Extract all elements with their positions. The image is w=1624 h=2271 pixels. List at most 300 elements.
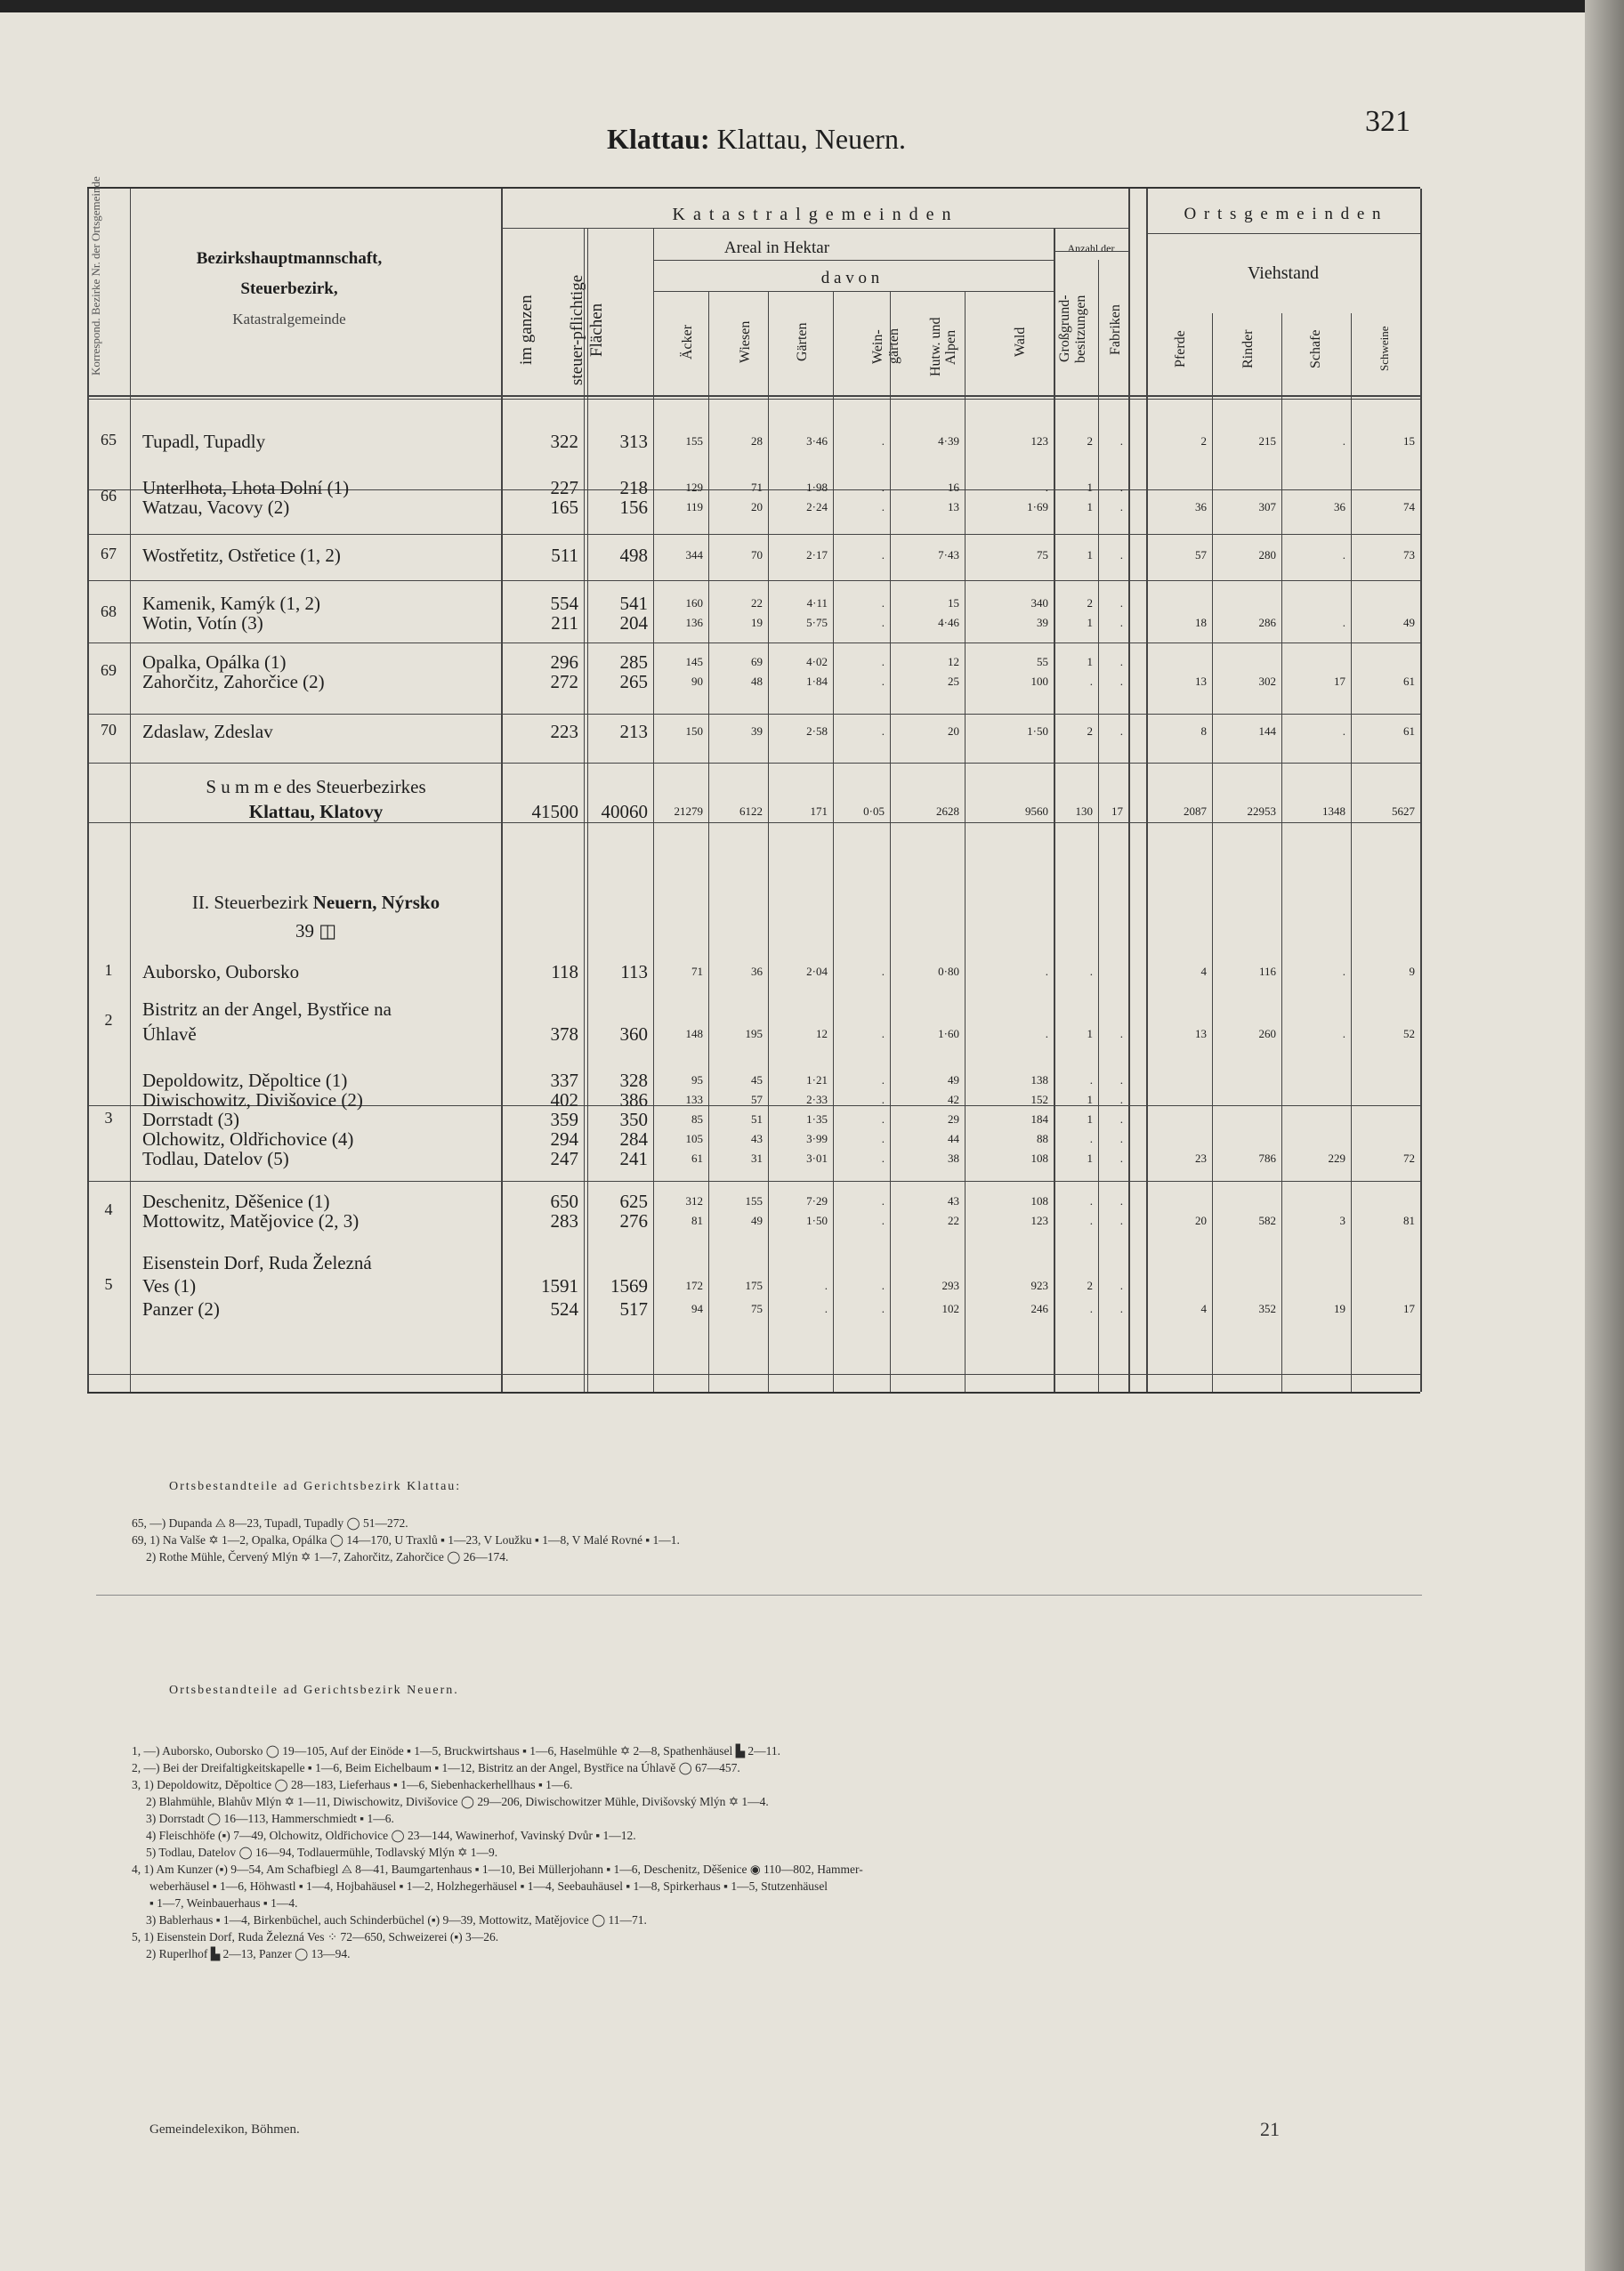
cell-wiesen: 70 (751, 548, 763, 562)
cell-fabr: . (1119, 1093, 1123, 1106)
cell-schweine: 49 (1403, 616, 1415, 629)
cell-acker: 312 (685, 1194, 703, 1208)
cell-acker: 155 (685, 434, 703, 448)
cell-schweine: 5627 (1392, 804, 1415, 818)
header-col1-line3: Katastralgemeinde (232, 311, 346, 327)
cell-garten: 3·99 (806, 1132, 828, 1145)
cell-steuer: 498 (619, 545, 648, 566)
cell-rinder: 144 (1258, 724, 1276, 738)
cell-wein: . (881, 1194, 885, 1208)
cell-gross: 1 (1087, 548, 1093, 562)
row-name: Depoldowitz, Děpoltice (1) (142, 1070, 348, 1091)
cell-wald: 39 (1037, 616, 1048, 629)
cell-schafe: 3 (1339, 1214, 1345, 1227)
cell-pferde: 13 (1195, 1027, 1207, 1040)
scan-top-border (0, 0, 1624, 12)
cell-gross: 2 (1087, 1279, 1093, 1292)
row-name: Ves (1) (142, 1275, 197, 1297)
cell-schafe: . (1342, 548, 1345, 562)
cell-wein: . (881, 675, 885, 688)
cell-steuer: 360 (619, 1023, 648, 1045)
cell-rinder: 116 (1258, 965, 1276, 978)
cell-schafe: 36 (1334, 500, 1345, 513)
cell-hutw: 0·80 (938, 965, 959, 978)
cell-fabr: . (1119, 481, 1123, 494)
row-number: 69 (101, 661, 117, 679)
cell-steuer: 284 (619, 1128, 648, 1150)
row-name: Mottowitz, Matějovice (2, 3) (142, 1210, 360, 1232)
header-schweine: Schweine (1378, 326, 1391, 372)
cell-hutw: 29 (948, 1112, 959, 1126)
cell-wein: . (881, 1279, 885, 1292)
header-ortsgemeinden: O r t s g e m e i n d e n (1184, 205, 1383, 223)
footnote-line: 5, 1) Eisenstein Dorf, Ruda Železná Ves ⁘ 72—650, Schweizerei (▪) 3—26. (132, 1930, 499, 1944)
row-name: Tupadl, Tupadly (142, 431, 266, 452)
grid-vline (1146, 189, 1148, 1392)
cell-hutw: 38 (948, 1152, 959, 1165)
cell-hutw: 102 (941, 1302, 959, 1315)
cell-garten: 2·17 (806, 548, 828, 562)
grid-hline (1054, 251, 1128, 252)
grid-hline (501, 228, 1128, 229)
header-steuerpflichtige: steuer-pflichtige Flächen (568, 274, 606, 386)
row-number: 67 (101, 545, 117, 562)
cell-rinder: 260 (1258, 1027, 1276, 1040)
cell-hutw: 25 (948, 675, 959, 688)
grid-hline (87, 534, 1420, 535)
cell-garten: 7·29 (806, 1194, 828, 1208)
footer-right: 21 (1260, 2118, 1280, 2140)
cell-schweine: 9 (1409, 965, 1415, 978)
cell-wald: 123 (1030, 434, 1048, 448)
cell-schafe: . (1342, 724, 1345, 738)
cell-wald: 88 (1037, 1132, 1048, 1145)
cell-gross: 1 (1087, 1093, 1093, 1106)
cell-schafe: . (1342, 1027, 1345, 1040)
cell-fabr: . (1119, 1112, 1123, 1126)
row-name: Bistritz an der Angel, Bystřice na (142, 998, 392, 1020)
cell-wiesen: 51 (751, 1112, 763, 1126)
footnote-line: weberhäusel ▪ 1—6, Höhwastl ▪ 1—4, Hojbahäusel ▪ 1—2, Holzhegerhäusel ▪ 1—4, Seebauhäusel ▪ 1—8, Spirkerhaus ▪ 1—5, Stutzenhäusel (149, 1879, 828, 1893)
cell-steuer: 517 (619, 1298, 648, 1320)
cell-ganzen: 1591 (541, 1275, 578, 1297)
header-wiesen: Wiesen (738, 320, 753, 363)
cell-hutw: 44 (948, 1132, 959, 1145)
header-col1 (133, 244, 445, 335)
cell-fabr: . (1119, 1073, 1123, 1087)
cell-gross: . (1089, 965, 1093, 978)
grid-vline (1281, 313, 1282, 1392)
cell-hutw: 2628 (936, 804, 959, 818)
cell-ganzen: 41500 (531, 801, 578, 822)
cell-schafe: . (1342, 434, 1345, 448)
cell-acker: 145 (685, 655, 703, 668)
cell-wald: 1·50 (1027, 724, 1048, 738)
footnote-line: 5) Todlau, Datelov ◯ 16—94, Todlauermühle, Todlavský Mlýn ✡ 1—9. (146, 1846, 498, 1859)
cell-hutw: 15 (948, 596, 959, 610)
cell-ganzen: 272 (550, 671, 578, 692)
cell-wiesen: 36 (751, 965, 763, 978)
cell-wiesen: 22 (751, 596, 763, 610)
cell-fabr: . (1119, 1279, 1123, 1292)
cell-wiesen: 19 (751, 616, 763, 629)
cell-steuer: 625 (619, 1191, 648, 1212)
cell-schweine: 15 (1403, 434, 1415, 448)
cell-rinder: 215 (1258, 434, 1276, 448)
footer-left: Gemeindelexikon, Böhmen. (149, 2122, 300, 2137)
header-anzahl: Anzahl der (1067, 242, 1115, 255)
footnotes1-title: Ortsbestandteile ad Gerichtsbezirk Klattau: (169, 1480, 462, 1493)
cell-ganzen: 211 (551, 612, 578, 634)
cell-ganzen: 402 (550, 1089, 578, 1111)
header-schafe: Schafe (1308, 329, 1323, 368)
cell-wald: 108 (1030, 1194, 1048, 1208)
cell-gross: . (1089, 1073, 1093, 1087)
row-number: 3 (104, 1109, 113, 1127)
cell-ganzen: 118 (551, 961, 578, 982)
cell-steuer: 541 (619, 593, 648, 614)
cell-schweine: 61 (1403, 724, 1415, 738)
cell-garten: 1·50 (806, 1214, 828, 1227)
cell-gross: . (1089, 1214, 1093, 1227)
cell-gross: 130 (1075, 804, 1093, 818)
cell-wein: . (881, 596, 885, 610)
cell-wein: . (881, 655, 885, 668)
cell-ganzen: 322 (550, 431, 578, 452)
row-name: Eisenstein Dorf, Ruda Železná (142, 1252, 372, 1273)
header-weingarten: Wein-gärten (870, 328, 901, 365)
cell-hutw: 43 (948, 1194, 959, 1208)
cell-wein: . (881, 1132, 885, 1145)
cell-acker: 95 (691, 1073, 703, 1087)
header-col1-line1: Bezirkshauptmannschaft, (196, 249, 383, 268)
footnote-line: 2) Rothe Mühle, Červený Mlýn ✡ 1—7, Zahorčitz, Zahorčice ◯ 26—174. (146, 1550, 509, 1564)
cell-garten: 4·02 (806, 655, 828, 668)
title-bold: Klattau: (607, 123, 710, 155)
cell-wald: 9560 (1025, 804, 1048, 818)
header-im-ganzen: im ganzen (517, 295, 536, 366)
cell-pferde: 4 (1200, 965, 1207, 978)
cell-gross: . (1089, 1194, 1093, 1208)
footnote-line: 2, —) Bei der Dreifaltigkeitskapelle ▪ 1—6, Beim Eichelbaum ▪ 1—12, Bistritz an der Angel, Bystřice na Úhlavě ◯ 67—457. (132, 1761, 740, 1774)
cell-acker: 81 (691, 1214, 703, 1227)
footnote-line: 2) Ruperlhof ▙ 2—13, Panzer ◯ 13—94. (146, 1947, 351, 1960)
cell-garten: 12 (816, 1027, 828, 1040)
grid-hline (1146, 233, 1420, 234)
cell-wiesen: 175 (745, 1279, 763, 1292)
scan-right-edge (1585, 0, 1624, 2271)
cell-wiesen: 57 (751, 1093, 763, 1106)
cell-fabr: . (1119, 1027, 1123, 1040)
cell-gross: 1 (1087, 481, 1093, 494)
cell-pferde: 2087 (1184, 804, 1207, 818)
page-header (0, 96, 1624, 158)
cell-gross: 1 (1087, 655, 1093, 668)
cell-ganzen: 337 (550, 1070, 578, 1091)
cell-ganzen: 296 (550, 651, 578, 673)
cell-hutw: 16 (948, 481, 959, 494)
grid-hline (653, 291, 1054, 292)
cell-garten: 2·58 (806, 724, 828, 738)
cell-wein: . (881, 481, 885, 494)
header-hutweide: Hutw. und Alpen (928, 317, 958, 377)
cell-rinder: 786 (1258, 1152, 1276, 1165)
cell-wald: . (1045, 965, 1048, 978)
cell-fabr: . (1119, 434, 1123, 448)
section2-prefix: II. Steuerbezirk (191, 892, 313, 913)
cell-gross: 1 (1087, 500, 1093, 513)
row-name: Úhlavě (142, 1023, 197, 1045)
cell-fabr: . (1119, 548, 1123, 562)
cell-wiesen: 31 (751, 1152, 763, 1165)
row-name: Unterlhota, Lhota Dolní (1) (142, 477, 350, 498)
title-rest: Klattau, Neuern. (709, 123, 906, 155)
footnote-line: 69, 1) Na Valše ✡ 1—2, Opalka, Opálka ◯ 14—170, U Traxlů ▪ 1—23, V Loužku ▪ 1—8, V Malé Rovné ▪ 1—1. (132, 1533, 680, 1547)
cell-gross: . (1089, 675, 1093, 688)
grid-vline (1212, 313, 1213, 1392)
footnote-line: 2) Blahmühle, Blahův Mlýn ✡ 1—11, Diwischowitz, Divišovice ◯ 29—206, Diwischowitzer Mühle, Divišovský Mlýn ✡ 1—4. (146, 1795, 769, 1808)
grid-vline (1128, 189, 1130, 1392)
cell-acker: 344 (685, 548, 703, 562)
cell-schweine: 61 (1403, 675, 1415, 688)
header-areal: Areal in Hektar (723, 238, 830, 257)
cell-steuer: 241 (619, 1148, 648, 1169)
cell-garten: . (824, 1302, 828, 1315)
row-number: 68 (101, 602, 117, 620)
cell-gross: 1 (1087, 1027, 1093, 1040)
header-korrespondenz: Korrespond. Bezirke Nr. der Ortsgemeinde (89, 176, 102, 376)
cell-schweine: 81 (1403, 1214, 1415, 1227)
cell-fabr: . (1119, 1194, 1123, 1208)
summe-label (133, 774, 498, 824)
header-garten: Gärten (795, 322, 810, 361)
header-acker: Äcker (680, 324, 695, 360)
cell-fabr: . (1119, 500, 1123, 513)
cell-steuer: 276 (619, 1210, 648, 1232)
header-pferde: Pferde (1173, 330, 1188, 368)
page-number: 321 (1365, 105, 1410, 138)
cell-wiesen: 43 (751, 1132, 763, 1145)
cell-acker: 119 (685, 500, 703, 513)
cell-hutw: 12 (948, 655, 959, 668)
grid-hline (87, 399, 1420, 400)
cell-pferde: 2 (1200, 434, 1207, 448)
cell-hutw: 4·46 (938, 616, 959, 629)
cell-gross: 1 (1087, 616, 1093, 629)
cell-wiesen: 48 (751, 675, 763, 688)
cell-schweine: 72 (1403, 1152, 1415, 1165)
page-title (0, 123, 1513, 156)
row-number: 2 (104, 1011, 113, 1029)
cell-steuer: 328 (619, 1070, 648, 1091)
footnote-separator (96, 1595, 1422, 1596)
cell-wein: . (881, 724, 885, 738)
cell-steuer: 40060 (601, 801, 648, 822)
cell-fabr: . (1119, 1132, 1123, 1145)
row-name: Auborsko, Ouborsko (142, 961, 300, 982)
cell-hutw: 22 (948, 1214, 959, 1227)
section2-title (133, 888, 498, 945)
cell-fabr: . (1119, 1152, 1123, 1165)
cell-fabr: . (1119, 655, 1123, 668)
row-name: Wostřetitz, Ostřetice (1, 2) (142, 545, 341, 566)
header-grossgrund: Großgrund-besitzungen (1057, 295, 1088, 363)
footnote-line: 3, 1) Depoldowitz, Děpoltice ◯ 28—183, Lieferhaus ▪ 1—6, Siebenhackerhellhaus ▪ 1—6. (132, 1778, 573, 1791)
cell-rinder: 286 (1258, 616, 1276, 629)
header-fabriken: Fabriken (1108, 304, 1123, 356)
section2-name: Neuern, Nýrsko (312, 892, 440, 913)
cell-ganzen: 165 (550, 497, 578, 518)
footnote-line: 4, 1) Am Kunzer (▪) 9—54, Am Schafbiegl ⨺ 8—41, Baumgartenhaus ▪ 1—10, Bei Müllerjohann ▪ 1—6, Deschenitz, Děšenice ◉ 110—802, Hammer- (132, 1863, 863, 1876)
cell-garten: 3·01 (806, 1152, 828, 1165)
cell-steuer: 156 (619, 497, 648, 518)
grid-hline (87, 1181, 1420, 1182)
cell-fabr: . (1119, 1214, 1123, 1227)
row-name: Zdaslaw, Zdeslav (142, 721, 273, 742)
cell-wein: . (881, 1152, 885, 1165)
cell-wald: 246 (1030, 1302, 1048, 1315)
cell-acker: 61 (691, 1152, 703, 1165)
grid-vline (1351, 313, 1352, 1392)
cell-wald: 55 (1037, 655, 1048, 668)
cell-wald: . (1045, 1027, 1048, 1040)
summe-line1: S u m m e des Steuerbezirkes (206, 776, 426, 797)
grid-hline (87, 1374, 1420, 1375)
cell-ganzen: 227 (550, 477, 578, 498)
cell-fabr: . (1119, 616, 1123, 629)
cell-garten: 4·11 (806, 596, 828, 610)
row-name: Olchowitz, Oldřichovice (4) (142, 1128, 354, 1150)
cell-steuer: 350 (619, 1109, 648, 1130)
cell-wald: 340 (1030, 596, 1048, 610)
cell-wein: 0·05 (863, 804, 885, 818)
cell-wald: 100 (1030, 675, 1048, 688)
cell-wald: 923 (1030, 1279, 1048, 1292)
cell-wald: . (1045, 481, 1048, 494)
cell-pferde: 20 (1195, 1214, 1207, 1227)
cell-wein: . (881, 500, 885, 513)
cell-garten: 2·24 (806, 500, 828, 513)
cell-schweine: 73 (1403, 548, 1415, 562)
footnote-line: ▪ 1—7, Weinbauerhaus ▪ 1—4. (149, 1896, 298, 1910)
row-number: 66 (101, 487, 117, 505)
cell-garten: 5·75 (806, 616, 828, 629)
grid-hline (653, 260, 1054, 261)
footnote-line: 3) Dorrstadt ◯ 16—113, Hammerschmiedt ▪ 1—6. (146, 1812, 394, 1825)
cell-wein: . (881, 965, 885, 978)
cell-garten: 2·33 (806, 1093, 828, 1106)
cell-acker: 148 (685, 1027, 703, 1040)
cell-acker: 150 (685, 724, 703, 738)
row-name: Kamenik, Kamýk (1, 2) (142, 593, 321, 614)
cell-acker: 94 (691, 1302, 703, 1315)
cell-pferde: 36 (1195, 500, 1207, 513)
cell-rinder: 22953 (1247, 804, 1276, 818)
footnote-line: 65, —) Dupanda ⨺ 8—23, Tupadl, Tupadly ◯ 51—272. (132, 1516, 408, 1530)
row-name: Opalka, Opálka (1) (142, 651, 287, 673)
cell-garten: 171 (810, 804, 828, 818)
cell-wald: 123 (1030, 1214, 1048, 1227)
footnote-line: 4) Fleischhöfe (▪) 7—49, Olchowitz, Oldřichovice ◯ 23—144, Wawinerhof, Vavinský Dvůr ▪ 1—12. (146, 1829, 636, 1842)
cell-rinder: 307 (1258, 500, 1276, 513)
cell-schafe: 1348 (1322, 804, 1345, 818)
cell-wiesen: 6122 (739, 804, 763, 818)
cell-schweine: 74 (1403, 500, 1415, 513)
cell-ganzen: 283 (550, 1210, 578, 1232)
cell-garten: . (824, 1279, 828, 1292)
cell-fabr: . (1119, 724, 1123, 738)
cell-schafe: . (1342, 965, 1345, 978)
section2-count: 39 ◫ (295, 920, 337, 942)
cell-wein: . (881, 548, 885, 562)
cell-steuer: 204 (619, 612, 648, 634)
cell-gross: 1 (1087, 1152, 1093, 1165)
cell-wiesen: 75 (751, 1302, 763, 1315)
grid-vline (130, 189, 131, 1392)
row-name: Zahorčitz, Zahorčice (2) (142, 671, 325, 692)
cell-wald: 75 (1037, 548, 1048, 562)
header-viehstand: Viehstand (1248, 263, 1319, 283)
cell-garten: 3·46 (806, 434, 828, 448)
cell-schafe: 19 (1334, 1302, 1345, 1315)
cell-pferde: 57 (1195, 548, 1207, 562)
cell-pferde: 23 (1195, 1152, 1207, 1165)
cell-rinder: 280 (1258, 548, 1276, 562)
cell-garten: 1·84 (806, 675, 828, 688)
cell-pferde: 4 (1200, 1302, 1207, 1315)
cell-gross: 2 (1087, 596, 1093, 610)
cell-hutw: 49 (948, 1073, 959, 1087)
header-katastralgemeinden: K a t a s t r a l g e m e i n d e n (672, 205, 953, 224)
cell-ganzen: 378 (550, 1023, 578, 1045)
row-name: Wotin, Votín (3) (142, 612, 263, 634)
row-name: Watzau, Vacovy (2) (142, 497, 290, 518)
cell-schweine: 52 (1403, 1027, 1415, 1040)
grid-hline (87, 580, 1420, 581)
cell-wald: 108 (1030, 1152, 1048, 1165)
row-number: 65 (101, 431, 117, 449)
cell-gross: . (1089, 1132, 1093, 1145)
cell-ganzen: 511 (551, 545, 578, 566)
cell-wiesen: 69 (751, 655, 763, 668)
row-name: Panzer (2) (142, 1298, 220, 1320)
row-name: Diwischowitz, Divišovice (2) (142, 1089, 363, 1111)
cell-steuer: 213 (619, 721, 648, 742)
cell-steuer: 113 (620, 961, 648, 982)
cell-gross: 2 (1087, 434, 1093, 448)
cell-wiesen: 20 (751, 500, 763, 513)
cell-wein: . (881, 1302, 885, 1315)
cell-acker: 160 (685, 596, 703, 610)
grid-hline (87, 714, 1420, 715)
header-davon: d a v o n (820, 269, 880, 287)
row-number: 1 (104, 961, 113, 979)
cell-ganzen: 524 (550, 1298, 578, 1320)
grid-hline (87, 763, 1420, 764)
cell-steuer: 313 (619, 431, 648, 452)
cell-wein: . (881, 434, 885, 448)
cell-wein: . (881, 1093, 885, 1106)
cell-ganzen: 247 (550, 1148, 578, 1169)
cell-acker: 85 (691, 1112, 703, 1126)
cell-pferde: 8 (1200, 724, 1207, 738)
cell-wald: 138 (1030, 1073, 1048, 1087)
cell-acker: 172 (685, 1279, 703, 1292)
cell-steuer: 386 (619, 1089, 648, 1111)
cell-steuer: 1569 (610, 1275, 648, 1297)
cell-acker: 90 (691, 675, 703, 688)
footnote-line: 3) Bablerhaus ▪ 1—4, Birkenbüchel, auch Schinderbüchel (▪) 9—39, Mottowitz, Matějovice ◯ 11—71. (146, 1913, 647, 1927)
